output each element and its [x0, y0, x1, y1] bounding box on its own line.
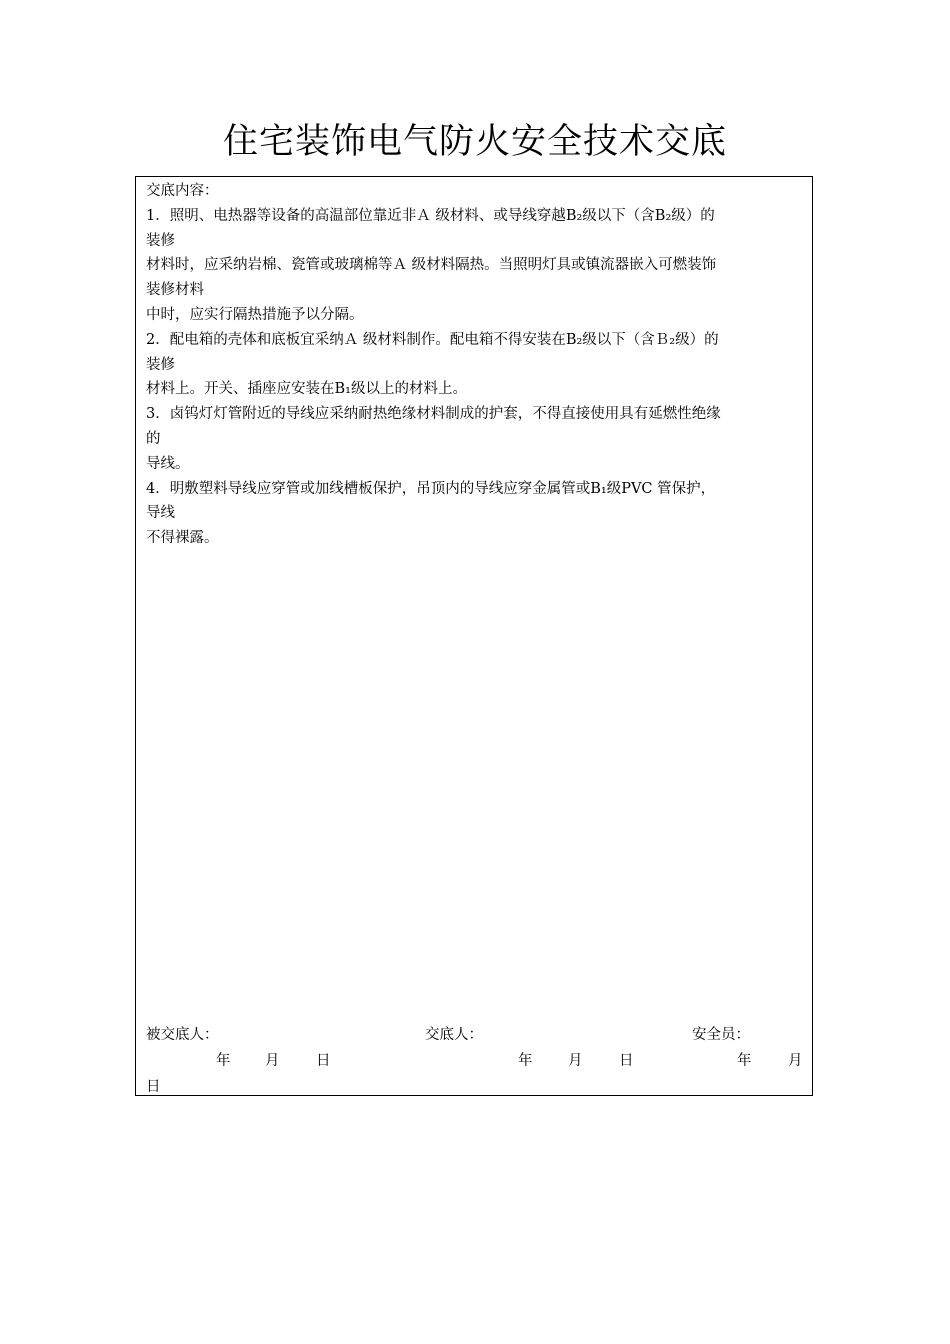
- presenter-year-label: 年: [518, 1053, 533, 1069]
- content-line: 中时，应实行隔热措施予以分隔。: [146, 306, 364, 323]
- date-row: [146, 1048, 808, 1074]
- recipient-label: 被交底人：: [146, 1027, 219, 1043]
- recipient-month-label: 月: [265, 1053, 280, 1069]
- recipient-year-label: 年: [216, 1053, 231, 1069]
- content-line: 交底内容：: [146, 183, 219, 199]
- content-line: 不得裸露。: [146, 530, 219, 547]
- disclosure-content: [146, 179, 806, 551]
- date-row-continued: [146, 1074, 808, 1100]
- content-line: 的: [146, 430, 161, 447]
- content-line: 3．卤钨灯灯管附近的导线应采纳耐热绝缘材料制成的护套，不得直接使用具有延燃性绝缘: [146, 406, 721, 423]
- safety-officer-month-label: 月: [788, 1053, 803, 1069]
- signature-row: [146, 1022, 808, 1048]
- content-line: 装修: [146, 356, 175, 373]
- presenter-day-label: 日: [619, 1053, 634, 1069]
- content-line: 导线: [146, 505, 175, 522]
- page-title: 住宅装饰电气防火安全技术交底: [222, 122, 727, 162]
- content-line: 导线。: [146, 455, 190, 472]
- content-line: 装修材料: [146, 282, 204, 299]
- safety-officer-day-label: 日: [146, 1079, 161, 1095]
- presenter-label: 交底人：: [425, 1027, 483, 1043]
- content-line: 1．照明、电热器等设备的高温部位靠近非Ａ 级材料、或导线穿越B₂级以下（含B₂级）的: [146, 207, 715, 224]
- content-line: 装修: [146, 232, 175, 249]
- content-line: 材料时，应采纳岩棉、瓷管或玻璃棉等Ａ 级材料隔热。当照明灯具或镇流器嵌入可燃装饰: [146, 257, 717, 274]
- content-line: 材料上。开关、插座应安装在B₁级以上的材料上。: [146, 381, 467, 398]
- safety-officer-label: 安全员：: [692, 1027, 750, 1043]
- signature-section: [146, 1022, 808, 1100]
- presenter-month-label: 月: [568, 1053, 583, 1069]
- recipient-day-label: 日: [316, 1053, 331, 1069]
- safety-officer-year-label: 年: [737, 1053, 752, 1069]
- content-line: 2．配电箱的壳体和底板宜采纳Ａ 级材料制作。配电箱不得安装在B₂级以下（含Ｂ₂级）的: [146, 331, 719, 348]
- disclosure-content-box: [135, 176, 813, 1096]
- content-line: 4．明敷塑料导线应穿管或加线槽板保护，吊顶内的导线应穿金属管或B₁级PVC 管保护，: [146, 480, 716, 497]
